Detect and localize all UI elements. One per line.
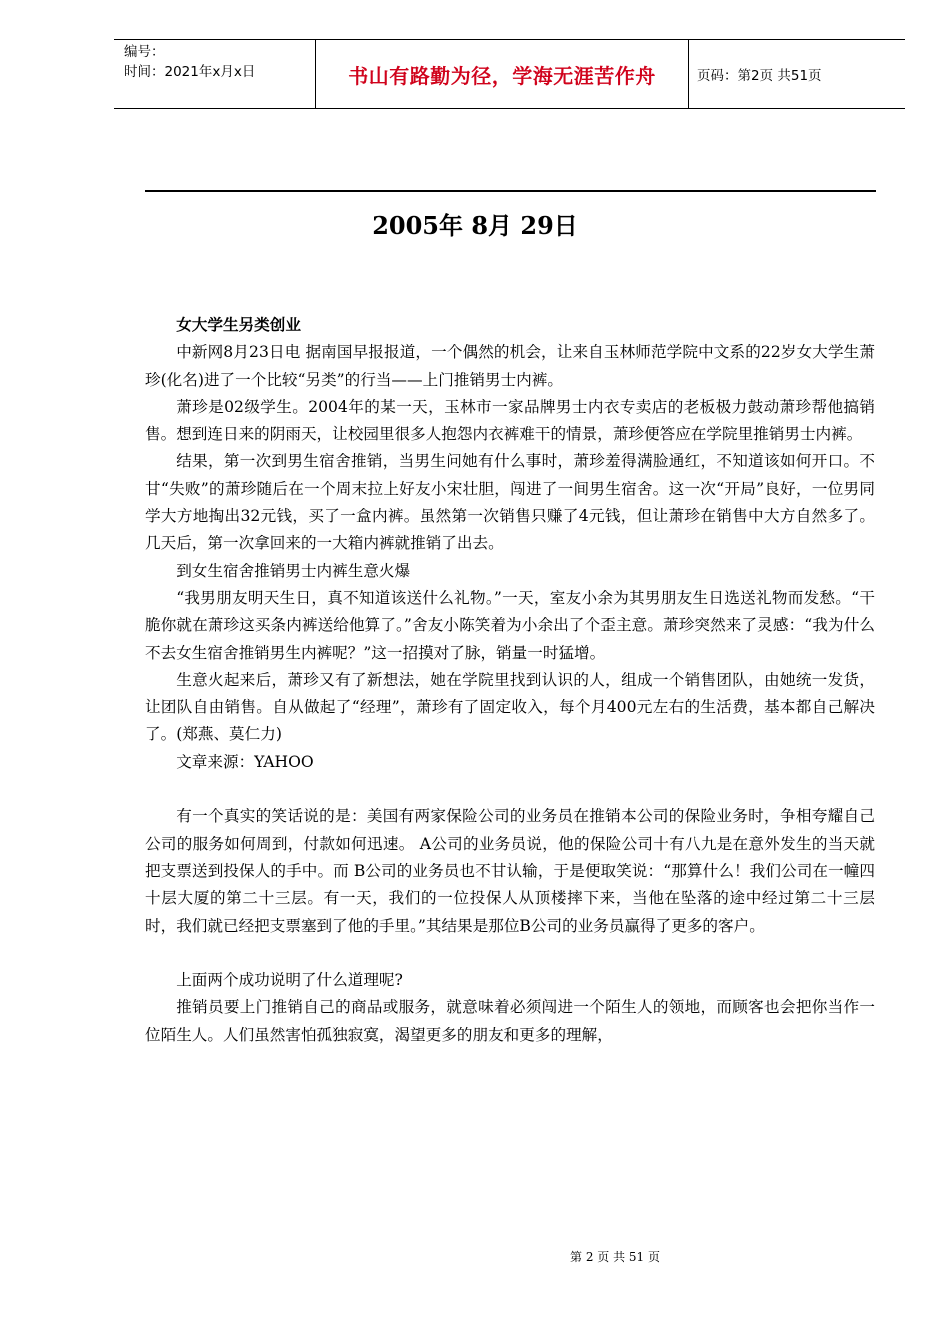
header-motto: 书山有路勤为径，学海无涯苦作舟 [348,63,656,88]
serial-label: 编号： [124,44,165,60]
spacer [145,776,875,803]
paragraph: 中新网8月23日电 据南国早报报道，一个偶然的机会，让来自玉林师范学院中文系的22岁女大学生萧珍(化名)进了一个比较“另类”的行当——上门推销男士内裤。 [145,343,875,389]
section-subheading: 到女生宿舍推销男士内裤生意火爆 [176,561,411,580]
question-line: 上面两个成功说明了什么道理呢? [176,971,403,990]
paragraph: 有一个真实的笑话说的是：美国有两家保险公司的业务员在推销本公司的保险业务时，争相夸耀自己公司的服务如何周到，付款如何迅速。 A公司的业务员说，他的保险公司十有八九是在意外发生的当天就把支票送到投保人的手中。而 B公司的业务员也不甘认输，于是便取笑说：“那算什么！我们公司在一幢四十层大厦的第二十三层。有一天，我们的一位投保人从顶楼摔下来，当他在坠落的途中经过第二十三层时，我们就已经把支票塞到了他的手里。”其结果是那位B公司的业务员赢得了更多的客户。 [145,807,875,935]
spacer [145,940,875,967]
header-meta [114,40,315,108]
source-line: 文章来源：YAHOO [176,752,314,771]
paragraph: 生意火起来后，萧珍又有了新想法，她在学院里找到认识的人，组成一个销售团队，由她统一发货，让团队自由销售。自从做起了“经理”，萧珍有了固定收入，每个月400元左右的生活费，基本都自己解决了。(郑燕、莫仁力) [145,670,875,744]
time-label: 时间：2021年x月x日 [124,64,256,80]
paragraph: “我男朋友明天生日，真不知道该送什么礼物。”一天，室友小余为其男朋友生日选送礼物而发愁。“干脆你就在萧珍这买条内裤送给他算了。”舍友小陈笑着为小余出了个歪主意。萧珍突然来了灵感：“我为什么不去女生宿舍推销男生内裤呢？”这一招摸对了脉，销量一时猛增。 [145,588,875,662]
header-page-cell [689,40,905,108]
paragraph: 推销员要上门推销自己的商品或服务，就意味着必须闯进一个陌生人的领地，而顾客也会把你当作一位陌生人。人们虽然害怕孤独寂寞，渴望更多的朋友和更多的理解， [145,998,875,1044]
paragraph: 结果，第一次到男生宿舍推销，当男生问她有什么事时，萧珍羞得满脸通红，不知道该如何开口。不甘“失败”的萧珍随后在一个周末拉上好友小宋壮胆，闯进了一间男生宿舍。这一次“开局”良好，一位男同学大方地掏出32元钱，买了一盒内裤。虽然第一次销售只赚了4元钱，但让萧珍在销售中大方自然多了。几天后，第一次拿回来的一大箱内裤就推销了出去。 [145,452,875,553]
page-number-label: 页码：第2页 共51页 [697,68,822,84]
paragraph: 萧珍是02级学生。2004年的某一天，玉林市一家品牌男士内衣专卖店的老板极力鼓动萧珍帮他搞销售。想到连日来的阴雨天，让校园里很多人抱怨内衣裤难干的情景，萧珍便答应在学院里推销男士内裤。 [145,397,875,444]
horizontal-rule [145,190,876,192]
header-motto-cell [315,40,689,108]
page-footer: 第 2 页 共 51 页 [570,1250,660,1264]
page-header [114,39,905,109]
document-body [145,312,875,1049]
date-title: 2005年 8月 29日 [372,211,578,240]
article-heading: 女大学生另类创业 [176,316,301,334]
